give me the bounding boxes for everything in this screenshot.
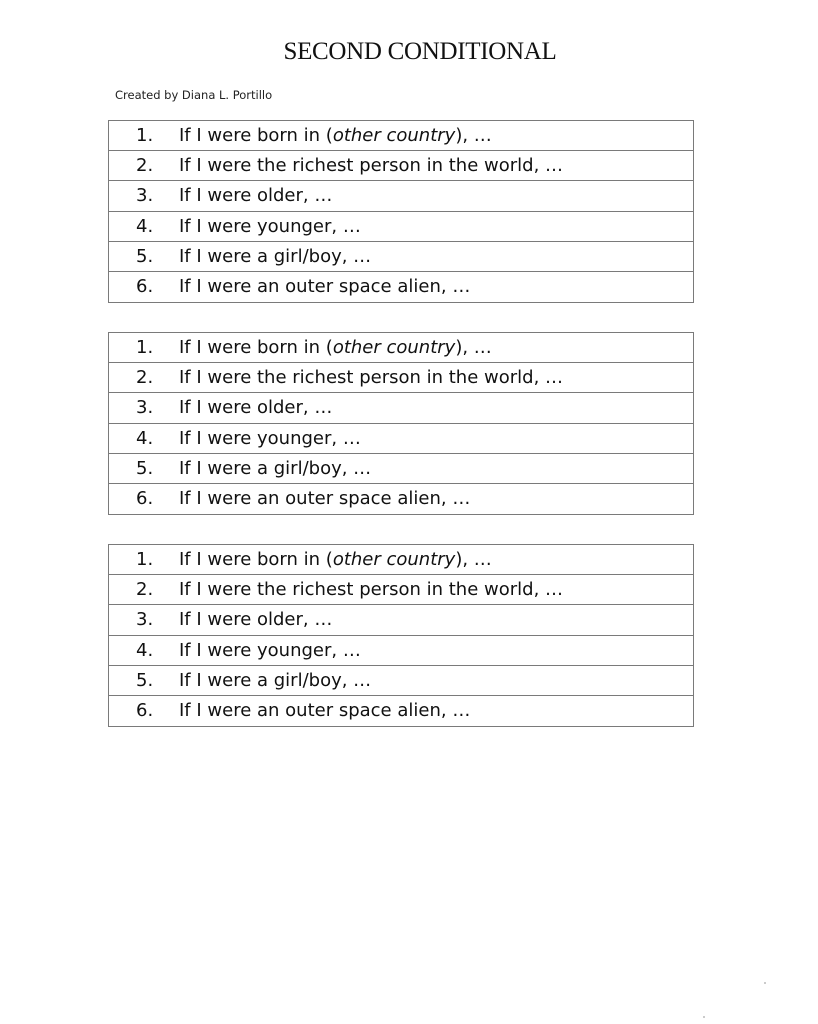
table-row (109, 181, 693, 211)
table-row (109, 272, 693, 302)
prompt-text-start: If I were younger, … (179, 427, 361, 449)
prompt-text-end: ), … (455, 549, 492, 570)
table-row (109, 212, 693, 242)
prompt-text (179, 276, 470, 297)
prompt-text (179, 337, 492, 358)
row-number: 5. (136, 457, 154, 479)
row-number: 4. (136, 215, 154, 237)
row-number: 5. (136, 245, 154, 267)
prompt-text-end: ), … (455, 337, 492, 358)
table-row (109, 363, 693, 393)
prompt-text (179, 397, 332, 418)
prompt-text (179, 579, 563, 600)
table-row (109, 666, 693, 696)
table-row (109, 393, 693, 423)
prompt-text-start: If I were older, … (179, 397, 333, 419)
prompt-text (179, 428, 361, 449)
page-title: SECOND CONDITIONAL (283, 38, 557, 65)
row-number: 4. (136, 639, 154, 661)
prompt-placeholder: other country (332, 125, 456, 146)
prompt-text (179, 670, 371, 691)
table-row (109, 424, 693, 454)
prompt-text-start: If I were an outer space alien, … (179, 699, 471, 721)
scan-speck (764, 982, 766, 984)
prompt-text-start: If I were the richest person in the world, … (179, 367, 564, 389)
prompt-text (179, 155, 563, 176)
table-row (109, 242, 693, 272)
prompt-text (179, 246, 371, 267)
prompt-text-start: If I were born in ( (179, 337, 333, 358)
table-row (109, 333, 693, 363)
prompt-text (179, 488, 470, 509)
prompt-table-1 (108, 120, 694, 303)
prompt-text (179, 458, 371, 479)
prompt-text-start: If I were a girl/boy, … (179, 245, 372, 267)
table-row (109, 545, 693, 575)
prompt-text-start: If I were a girl/boy, … (179, 669, 372, 691)
author-credit: Created by Diana L. Portillo (115, 88, 273, 102)
scan-speck (703, 1016, 705, 1018)
prompt-text-start: If I were the richest person in the world, … (179, 155, 564, 177)
prompt-text-start: If I were younger, … (179, 215, 361, 237)
prompt-placeholder: other country (332, 337, 456, 358)
row-number: 6. (136, 487, 154, 509)
prompt-table-2 (108, 332, 694, 515)
row-number: 5. (136, 669, 154, 691)
prompt-text-end: ), … (455, 125, 492, 146)
table-row (109, 121, 693, 151)
prompt-placeholder: other country (332, 549, 456, 570)
table-row (109, 636, 693, 666)
prompt-text (179, 185, 332, 206)
row-number: 1. (136, 549, 154, 570)
prompt-text-start: If I were born in ( (179, 549, 333, 570)
row-number: 3. (136, 609, 154, 631)
prompt-text-start: If I were older, … (179, 185, 333, 207)
table-row (109, 484, 693, 514)
row-number: 2. (136, 579, 154, 601)
table-row (109, 575, 693, 605)
prompt-text (179, 700, 470, 721)
prompt-text-start: If I were younger, … (179, 639, 361, 661)
prompt-text-start: If I were an outer space alien, … (179, 275, 471, 297)
prompt-text (179, 640, 361, 661)
prompt-text-start: If I were a girl/boy, … (179, 457, 372, 479)
prompt-table-3 (108, 544, 694, 727)
table-row (109, 151, 693, 181)
prompt-text (179, 609, 332, 630)
row-number: 6. (136, 699, 154, 721)
prompt-text (179, 216, 361, 237)
table-row (109, 605, 693, 635)
prompt-text (179, 367, 563, 388)
row-number: 1. (136, 337, 154, 358)
row-number: 2. (136, 367, 154, 389)
row-number: 1. (136, 125, 154, 146)
row-number: 6. (136, 275, 154, 297)
row-number: 3. (136, 397, 154, 419)
row-number: 2. (136, 155, 154, 177)
prompt-text-start: If I were older, … (179, 609, 333, 631)
row-number: 4. (136, 427, 154, 449)
prompt-text (179, 125, 492, 146)
prompt-text-start: If I were born in ( (179, 125, 333, 146)
table-row (109, 454, 693, 484)
prompt-text-start: If I were the richest person in the world, … (179, 579, 564, 601)
table-row (109, 696, 693, 726)
prompt-text-start: If I were an outer space alien, … (179, 487, 471, 509)
prompt-text (179, 549, 492, 570)
row-number: 3. (136, 185, 154, 207)
